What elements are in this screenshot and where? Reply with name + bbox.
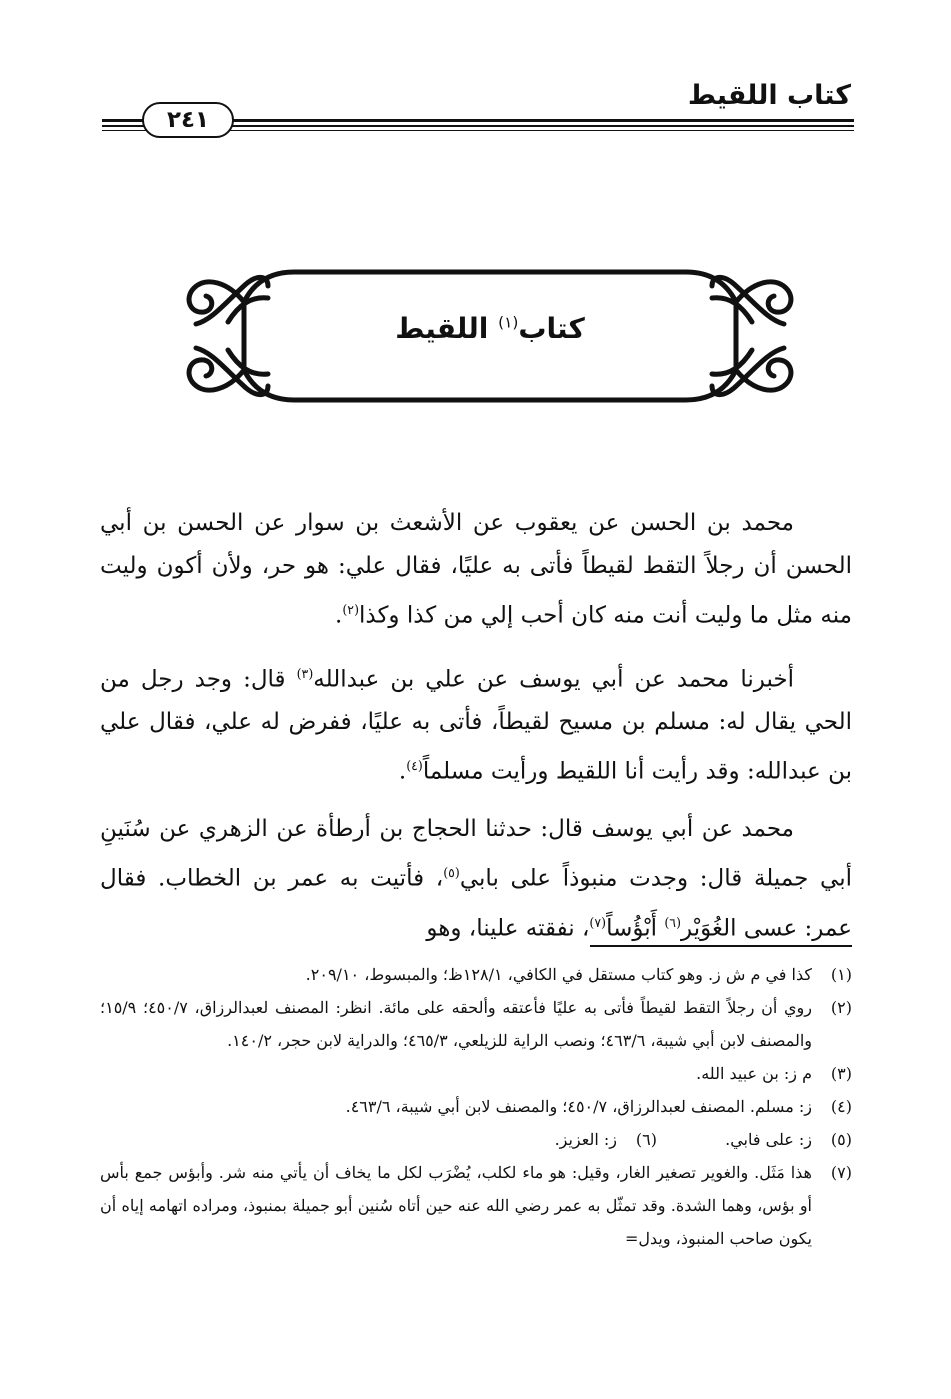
footnote	[497, 1123, 657, 1156]
running-title: كتاب اللقيط	[687, 80, 851, 111]
footnote-text: م ز: بن عبيد الله.	[696, 1064, 812, 1083]
footnote-ref: (١)	[498, 313, 519, 332]
footnote	[692, 1123, 852, 1156]
footnote-ref: (٦)	[664, 914, 682, 930]
paragraph-text: محمد بن الحسن عن يعقوب عن الأشعث بن سوار عن الحسن بن أبي الحسن أن رجلاً التقط لقيطاً فأتى به عليًا، فقال علي: هو حر، ولأن أكون وليت منه مثل ما وليت أنت منه كان أحب إلي من كذا وكذا	[100, 510, 852, 629]
footnote	[100, 1057, 852, 1090]
footnote-ref: (٢)	[342, 602, 359, 617]
footnote-text: روي أن رجلاً التقط لقيطاً فأتى به عليًا فأعتقه وألحقه على مائة. انظر: المصنف لعبدالرزاق، ٤٥٠/٧؛ ١٥/٩؛ والمصنف لابن أبي شيبة، ٤٦٣/٦؛ ونصب الراية للزيلعي، ٤٦٥/٣؛ والدراية لابن حجر، ١٤٠/٢.	[100, 998, 812, 1050]
chapter-title-rest: اللقيط	[395, 312, 489, 345]
paragraph-end: .	[335, 602, 343, 629]
footnote-text: هذا مَثَل. والغوير تصغير الغار، وقيل: هو ماء لكلب، يُضْرَب لكل ما يخاف أن يأتي منه شر. وأبؤس جمع بأس أو بؤس، وهما الشدة. وقد تمثّل به عمر رضي الله عنه حين أتاه سُنين أبو جميلة بمنبوذ، ومراده اتهامه إياه أن يكون صاحب المنبوذ، ويدل=	[100, 1163, 812, 1248]
footnote-ref: (٧)	[589, 914, 607, 930]
paragraph-text: أَبْؤُساً	[606, 915, 665, 942]
footnote	[100, 1156, 852, 1255]
paragraph-text: ، فأتيت به عمر بن الخطاب. فقال عمر: عسى الغُوَيْر	[100, 865, 852, 942]
footnote-number: (٧)	[830, 1163, 852, 1182]
paragraph	[100, 652, 852, 794]
footnote-number: (٣)	[830, 1064, 852, 1083]
paragraph-text: ، نفقته علينا، وهو	[426, 915, 590, 942]
footnote	[100, 991, 852, 1057]
footnote-ref: (٥)	[443, 864, 460, 880]
footnote-ref: (٤)	[406, 758, 423, 774]
page-number: ٢٤١	[142, 102, 234, 138]
footnote-pair	[100, 1123, 852, 1156]
paragraph	[100, 808, 852, 950]
footnotes	[100, 958, 852, 1255]
paragraph-text: محمد عن أبي يوسف قال: حدثنا الحجاج بن أرطأة عن الزهري عن سُنَينِ أبي جميلة قال: وجدت منبوذاً على بابي	[100, 815, 852, 892]
paragraph-end: .	[398, 758, 407, 785]
chapter-title-word: كتاب	[518, 312, 585, 345]
footnote-text: كذا في م ش ز. وهو كتاب مستقل في الكافي، ١٢٨/١ظ؛ والمبسوط، ٢٠٩/١٠.	[305, 965, 812, 984]
footnote-number: (٤)	[830, 1097, 852, 1116]
footnote-separator	[590, 945, 852, 947]
paragraph-text: أخبرنا محمد عن أبي يوسف عن علي بن عبدالله	[313, 666, 794, 693]
footnote-text: ز: مسلم. المصنف لعبدالرزاق، ٤٥٠/٧؛ والمصنف لابن أبي شيبة، ٤٦٣/٦.	[345, 1097, 812, 1116]
paragraph	[100, 502, 852, 638]
footnote-number: (٦)	[635, 1130, 657, 1149]
chapter-title	[276, 312, 704, 345]
footnote-ref: (٣)	[296, 665, 314, 681]
footnote-number: (٥)	[830, 1130, 852, 1149]
footnote-text: ز: على فابي.	[725, 1130, 812, 1149]
footnote-number: (١)	[830, 965, 852, 984]
paragraph-text: قال: وجد رجل من الحي يقال له: مسلم بن مسيح لقيطاً، فأتى به عليًا، ففرض له علي، فقال علي بن عبدالله: وقد رأيت أنا اللقيط ورأيت مسلماً	[100, 666, 852, 785]
footnote-number: (٢)	[830, 998, 852, 1017]
body-text	[100, 502, 852, 964]
footnote-text: ز: العزيز.	[554, 1130, 617, 1149]
footnote	[100, 958, 852, 991]
footnote	[100, 1090, 852, 1123]
